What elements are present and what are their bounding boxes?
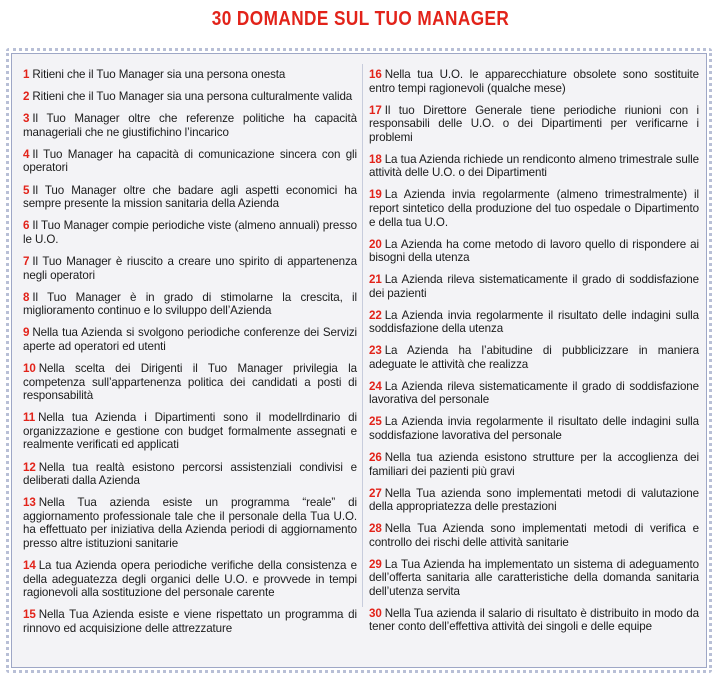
question-text: La Azienda rileva sistematicamente il grado di soddisfazione dei pazienti [369,273,699,300]
question-item [23,496,357,550]
page-title: 30 DOMANDE SUL TUO MANAGER [211,8,510,30]
question-number: 7 [23,254,30,268]
question-number: 15 [23,608,36,622]
question-text: La Azienda invia regolarmente (almeno trimestralmente) il report sintetico della produzione del tuo ospedale o Dipartimento e della tua U.O. [369,188,699,229]
question-item [23,68,357,82]
question-number: 14 [23,559,36,573]
column-divider [362,64,363,607]
question-text: Il tuo Direttore Generale tiene periodiche riunioni con i responsabili delle U.O. o dei Dipartimenti per verificarne i problemi [369,103,699,144]
question-item [23,411,357,452]
question-text: Ritieni che il Tuo Manager sia una persona onesta [32,68,286,81]
questions-panel [11,53,707,668]
questions-right-column [369,68,699,642]
question-item [23,608,357,635]
question-item [23,559,357,600]
question-item [23,326,357,353]
question-item [23,90,357,104]
question-item [23,148,357,175]
question-text: La Tua Azienda ha implementato un sistema di adeguamento dell’offerta sanitaria alle caratteristiche della domanda sanitaria dell’utenza servita [369,557,699,598]
question-item [23,112,357,139]
question-item [23,362,357,403]
question-number: 22 [369,308,382,322]
question-text: Nella tua Azienda si svolgono periodiche conferenze dei Servizi aperte ad operatori ed utenti [23,326,357,353]
question-text: Nella tua azienda esistono strutture per la accoglienza dei familiari dei pazienti più gravi [369,450,699,478]
question-item [369,104,699,145]
question-item [23,255,357,282]
question-number: 27 [369,486,382,500]
question-number: 23 [369,344,382,358]
question-text: Nella tua U.O. le apparecchiature obsolete sono sostituite entro tempi ragionevoli (qualche mese) [369,68,699,95]
question-number: 30 [369,606,382,620]
question-number: 18 [369,152,382,166]
question-number: 24 [369,379,382,393]
question-number: 9 [23,326,30,340]
question-text: La tua Azienda richiede un rendiconto almeno trimestrale sulle attività delle U.O. o dei Dipartimenti [369,152,699,180]
question-text: Nella tua realtà esistono percorsi assistenziali condivisi e deliberati dalla Azienda [23,460,357,488]
question-item [369,344,699,371]
question-item [23,461,357,488]
question-text: La Azienda rileva sistematicamente il grado di soddisfazione lavorativa del personale [369,379,699,407]
question-text: Il Tuo Manager oltre che referenze politiche ha capacità manageriali che ne giustifichino l’incarico [23,112,357,139]
question-text: La Azienda ha l’abitudine di pubblicizzare in maniera adeguate le attività che realizza [369,344,699,371]
question-number: 21 [369,273,382,287]
question-item [369,273,699,300]
question-item [369,415,699,442]
question-number: 17 [369,103,382,117]
question-text: Nella tua Azienda i Dipartimenti sono il modellrdinario di organizzazione e gestione con budget formalmente assegnati e realmente verificati ed applicati [23,411,357,452]
question-number: 20 [369,237,382,251]
question-number: 1 [23,68,30,81]
question-number: 6 [23,219,30,233]
question-item [369,487,699,514]
question-item [23,291,357,318]
question-text: Nella Tua Azienda esiste e viene rispettato un programma di rinnovo ed acquisizione delle attrezzature [23,608,357,635]
question-item [369,558,699,599]
question-item [369,188,699,229]
question-item [369,522,699,549]
question-number: 8 [23,290,30,304]
question-number: 19 [369,188,382,202]
question-item [369,309,699,336]
question-item [369,380,699,407]
question-text: Il Tuo Manager oltre che badare agli aspetti economici ha sempre presente la mission sanitaria della Azienda [23,183,357,211]
question-item [369,607,699,634]
question-item [369,153,699,180]
question-item [23,219,357,246]
questions-left-column [23,68,357,644]
question-number: 4 [23,147,30,161]
question-number: 29 [369,557,382,571]
question-text: Nella Tua azienda sono implementati metodi di valutazione della appropriatezza delle prestazioni [369,486,699,514]
question-text: Il Tuo Manager compie periodiche viste (almeno annuali) presso le U.O. [23,219,357,246]
question-text: Nella scelta dei Dirigenti il Tuo Manager privilegia la competenza sull’appartenenza politica dei candidati a posti di responsabilità [23,362,357,403]
question-item [369,68,699,95]
question-number: 25 [369,415,382,429]
question-text: La Azienda invia regolarmente il risultato delle indagini sulla soddisfazione della utenza [369,308,699,336]
question-number: 12 [23,460,36,474]
question-number: 2 [23,90,30,104]
question-text: Ritieni che il Tuo Manager sia una persona culturalmente valida [32,90,353,104]
question-number: 13 [23,496,36,510]
question-text: Nella Tua azienda il salario di risultato è distribuito in modo da tener conto dell’effettiva attività dei singoli e delle equipe [369,606,699,634]
question-number: 10 [23,362,36,375]
question-number: 28 [369,522,382,536]
question-number: 26 [369,450,382,464]
question-text: La Azienda invia regolarmente il risultato delle indagini sulla soddisfazione lavorativa del personale [369,415,699,442]
question-number: 11 [23,411,36,425]
question-text: Il Tuo Manager è riuscito a creare uno spirito di appartenenza negli operatori [23,254,357,282]
question-text: Nella Tua azienda esiste un programma “reale” di aggiornamento professionale tale che il personale della Tua U.O. ha effettuato per iniziativa della Azienda periodi di aggiornamento presso altre istituzioni sanitarie [23,496,357,551]
question-number: 5 [23,183,30,197]
question-text: La tua Azienda opera periodiche verifiche della consistenza e della adeguatezza degli organici delle U.O. e provvede in tempi ragionevoli alla sostituzione del personale carente [23,559,357,600]
question-text: Il Tuo Manager ha capacità di comunicazione sincera con gli operatori [23,147,357,175]
question-item [369,451,699,478]
question-text: La Azienda ha come metodo di lavoro quello di rispondere ai bisogni della utenza [369,237,699,265]
question-number: 3 [23,112,30,126]
question-text: Il Tuo Manager è in grado di stimolarne la crescita, il miglioramento continuo e lo sviluppo dell’Azienda [23,290,357,318]
question-item [23,184,357,211]
question-item [369,238,699,265]
question-number: 16 [369,68,382,81]
question-text: Nella Tua Azienda sono implementati metodi di verifica e controllo dei rischi delle attività sanitarie [369,522,699,549]
